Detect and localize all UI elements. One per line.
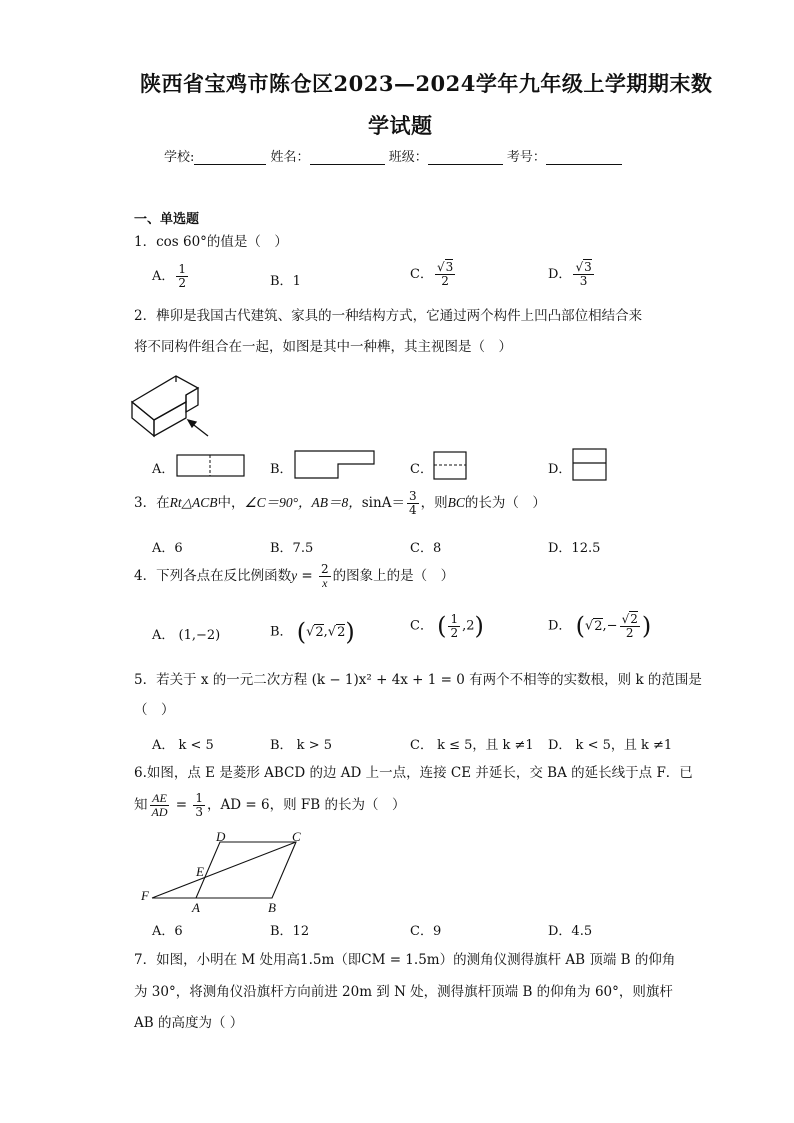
q2-stem-1: 2．榫卯是我国古代建筑、家具的一种结构方式，它通过两个构件上凹凸部位相结合来: [134, 308, 643, 324]
q4-option-c[interactable]: C． ( $\frac{1}{2}$ ,2): [410, 611, 484, 640]
tenon-front-face: [154, 402, 186, 436]
school-field[interactable]: [194, 150, 266, 165]
line-fc: [152, 842, 296, 898]
q7-stem-1: 7．如图，小明在 M 处用高1.5m（即CM = 1.5m）的测角仪测得旗杆 AB 顶端 B 的仰角: [134, 952, 676, 968]
q5-option-a[interactable]: A． k < 5: [152, 738, 214, 753]
q6-stem-2: 知 $\frac{AE}{AD}$ = $\frac{1}{3}$ ，AD = 6，则 FB 的长为（ ）: [134, 791, 406, 819]
tenon-step-face: [186, 388, 198, 412]
q6-option-a[interactable]: A．6: [152, 924, 183, 939]
q2-option-c-figure[interactable]: [433, 451, 469, 481]
tenon-left-face: [132, 402, 154, 436]
class-field[interactable]: [428, 150, 503, 165]
q1-option-b[interactable]: B．1: [270, 274, 301, 289]
label-d: D: [216, 830, 226, 844]
q2-figure-tenon: [128, 368, 220, 440]
q2-option-d-figure[interactable]: [572, 448, 608, 482]
q3-option-d[interactable]: D．12.5: [548, 541, 601, 556]
label-b: B: [268, 900, 276, 914]
q1-option-a[interactable]: A． $\frac{1}{2}$: [152, 262, 187, 290]
q1-option-c[interactable]: C． $\frac{√3}{2}$: [410, 260, 454, 288]
q5-option-c[interactable]: C． k ≤ 5，且 k ≠1: [410, 738, 534, 753]
school-label: 学校:: [164, 150, 195, 165]
q6-rhombus-figure: [138, 830, 310, 914]
q4-stem: 4．下列各点在反比例函数y = $\frac{2}{x}$ 的图象上的是（ ）: [134, 562, 455, 590]
page-title: 陕西省宝鸡市陈仓区2023—2024学年九年级上学期期末数: [140, 71, 713, 96]
view-arrow: [188, 420, 208, 436]
q3-stem: 3．在Rt△ACB中，∠C＝90°，AB＝8，sinA＝ $\frac{3}{4}$ ，则BC的长为（ ）: [134, 489, 546, 517]
q6-option-c[interactable]: C．9: [410, 924, 442, 939]
q2-option-a[interactable]: A．: [152, 462, 175, 477]
q7-stem-3: AB 的高度为（ ）: [134, 1015, 244, 1031]
q3-option-a[interactable]: A．6: [152, 541, 183, 556]
q3-option-b[interactable]: B．7.5: [270, 541, 314, 556]
q1-stem: 1．cos 60°的值是（ ）: [134, 234, 288, 250]
q5-stem-2: （ ）: [134, 702, 175, 718]
q6-option-b[interactable]: B．12: [270, 924, 310, 939]
section-title: 一、单选题: [134, 212, 200, 227]
q5-option-b[interactable]: B． k > 5: [270, 738, 332, 753]
label-c: C: [292, 830, 301, 844]
q2-option-c[interactable]: C．: [410, 462, 433, 477]
name-field[interactable]: [310, 150, 385, 165]
number-label: 考号：: [506, 150, 546, 165]
q4-option-b[interactable]: B． (√2,√2): [270, 618, 355, 646]
q6-stem-1: 6.如图，点 E 是菱形 ABCD 的边 AD 上一点，连接 CE 并延长，交 BA 的延长线于点 F．已: [134, 765, 693, 781]
label-e: E: [196, 864, 204, 879]
q5-stem-1: 5．若关于 x 的一元二次方程 (k − 1)x² + 4x + 1 = 0 有两个不相等的实数根，则 k 的范围是: [134, 672, 702, 688]
label-a: A: [192, 900, 200, 914]
q1-option-d[interactable]: D． $\frac{√3}{3}$: [548, 260, 592, 288]
q2-option-d[interactable]: D．: [548, 462, 572, 477]
student-info: [164, 146, 622, 165]
number-field[interactable]: [546, 150, 622, 165]
q4-option-d[interactable]: D． (√2,− $\frac{√2}{2}$ ): [548, 611, 652, 640]
q6-option-d[interactable]: D．4.5: [548, 924, 593, 939]
q2-option-a-figure[interactable]: [176, 454, 246, 478]
page-title-cont: 学试题: [368, 113, 433, 138]
class-label: 班级：: [388, 150, 428, 165]
rhombus-abcd: [196, 842, 296, 898]
q2-option-b[interactable]: B．: [270, 462, 293, 477]
q2-stem-2: 将不同构件组合在一起，如图是其中一种榫，其主视图是（ ）: [134, 339, 512, 355]
q5-option-d[interactable]: D． k < 5，且 k ≠1: [548, 738, 673, 753]
q4-option-a[interactable]: A． (1,−2): [152, 628, 221, 643]
q2-option-b-figure[interactable]: [294, 450, 376, 480]
label-f: F: [141, 888, 149, 903]
q3-option-c[interactable]: C．8: [410, 541, 442, 556]
name-label: 姓名：: [270, 150, 310, 165]
q7-stem-2: 为 30°，将测角仪沿旗杆方向前进 20m 到 N 处，测得旗杆顶端 B 的仰角为 60°，则旗杆: [134, 984, 673, 1000]
